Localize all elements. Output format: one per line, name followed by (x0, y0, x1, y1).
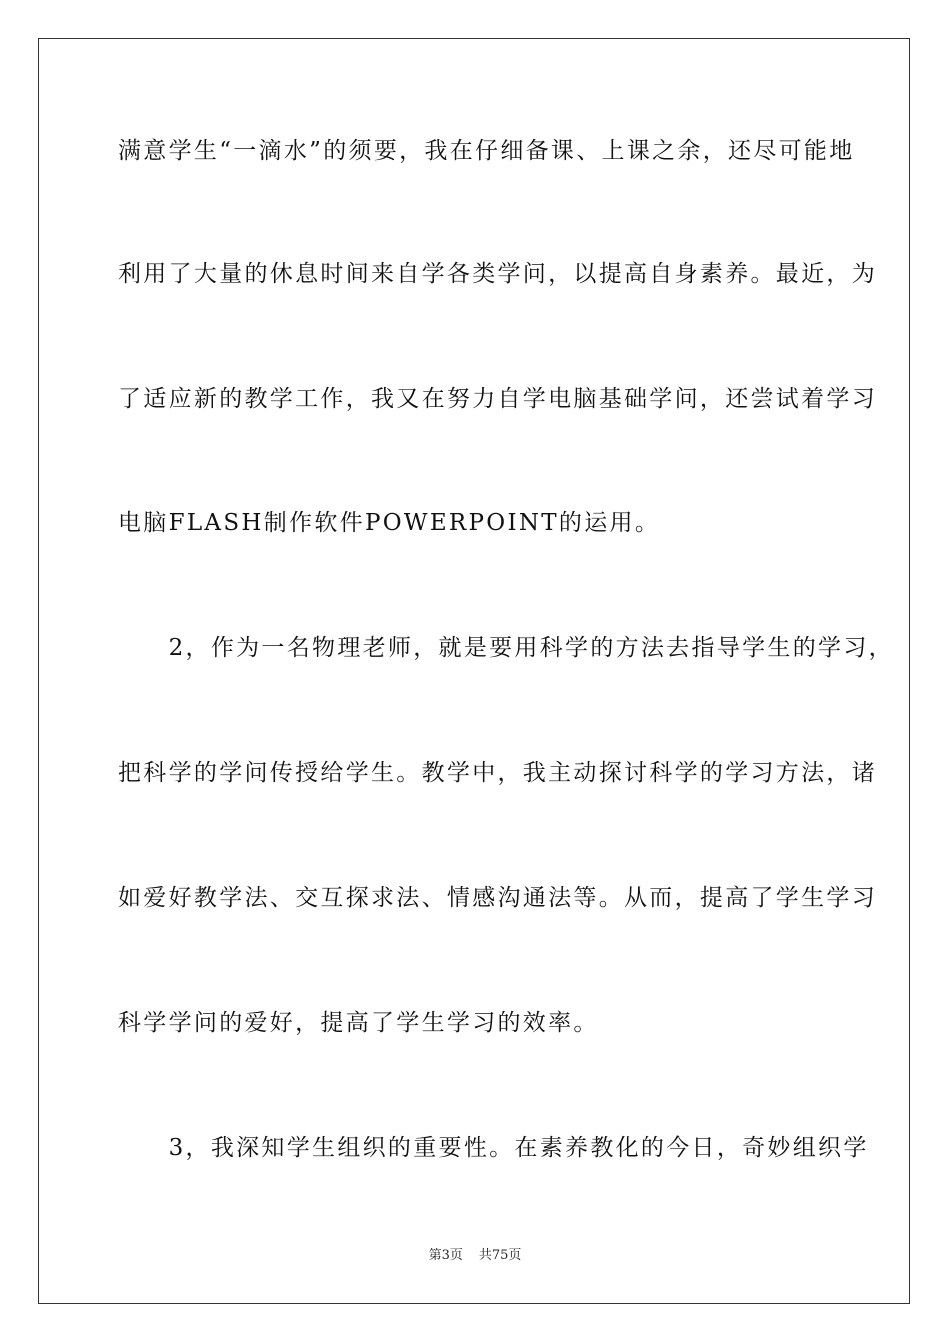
text-line-1: 满意学生“一滴水”的须要，我在仔细备课、上课之余，还尽可能地 (118, 138, 855, 164)
page-footer (0, 1247, 950, 1265)
text-line-2: 利用了大量的休息时间来自学各类学问，以提高自身素养。最近，为 (118, 261, 877, 287)
text-line-5: 2，作为一名物理老师，就是要用科学的方法去指导学生的学习， (118, 635, 894, 661)
text-line-4: 电脑FLASH制作软件POWERPOINT的运用。 (118, 510, 661, 536)
text-line-3: 了适应新的教学工作，我又在努力自学电脑基础学问，还尝试着学习 (118, 386, 877, 412)
text-line-8: 科学学问的爱好，提高了学生学习的效率。 (118, 1010, 599, 1036)
text-line-6: 把科学的学问传授给学生。教学中，我主动探讨科学的学习方法，诸 (118, 760, 877, 786)
text-line-9: 3，我深知学生组织的重要性。在素养教化的今日，奇妙组织学 (118, 1135, 869, 1161)
page-total: 共75页 (478, 1248, 522, 1263)
page-border (38, 38, 910, 1304)
page-number: 第3页 (428, 1248, 463, 1263)
text-line-7: 如爱好教学法、交互探求法、情感沟通法等。从而，提高了学生学习 (118, 885, 877, 911)
